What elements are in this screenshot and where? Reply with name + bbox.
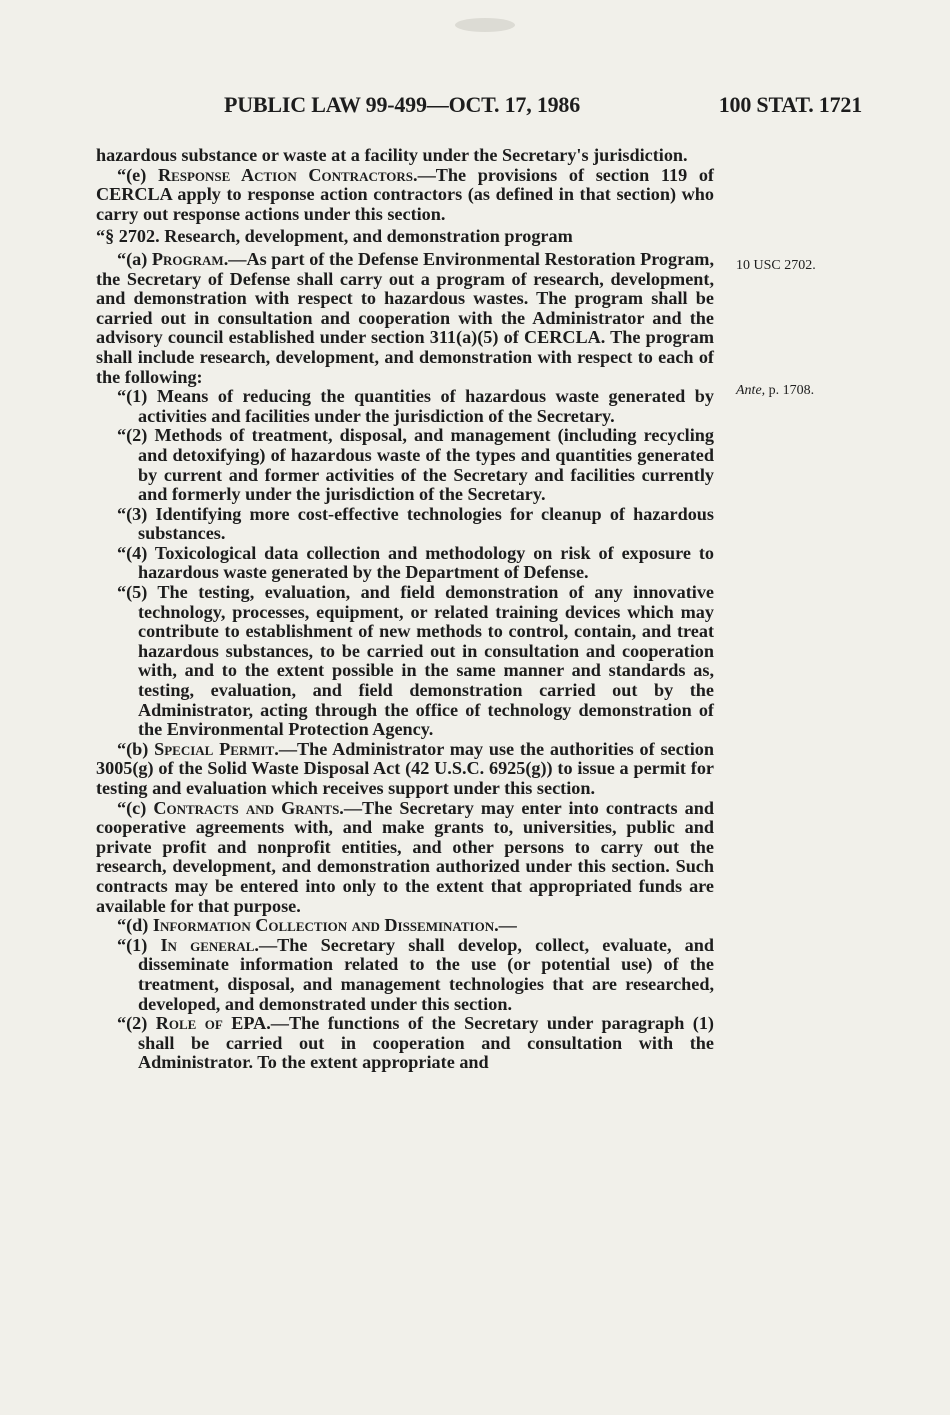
- subsection-a-open: “(a): [117, 248, 152, 269]
- subsection-e-open: “(e): [117, 164, 158, 185]
- subsection-b-open: “(b): [117, 738, 155, 759]
- list-item-3: “(3) Identifying more cost-effective technologies for cleanup of hazardous substances.: [117, 503, 714, 544]
- header-stat-page: 100 STAT. 1721: [718, 92, 862, 117]
- subsection-a-heading: Program: [151, 248, 224, 269]
- margin-note-ante: [736, 383, 814, 399]
- list-item-1: “(1) Means of reducing the quantities of hazardous waste generated by activities and facilities under the jurisdiction of the Secretary.: [117, 386, 714, 426]
- subsection-e-heading: Response Action Contractors: [157, 164, 414, 185]
- paragraph-d1: [96, 936, 714, 1014]
- subsection-d: [96, 916, 714, 936]
- margin-note-usc: 10 USC 2702.: [736, 258, 816, 273]
- subsection-c-open: “(c): [117, 797, 154, 818]
- subsection-b: [96, 740, 714, 799]
- paragraph-d1-text: .—The Secretary shall develop, collect, evaluate, and disseminate information related to the use (or potential use) of the treatment, disposal, and management technologies that are researched, developed, and demonstrated under this section.: [138, 934, 714, 1014]
- paragraph-d1-open: “(1): [117, 934, 161, 955]
- subsection-e-text: .—The provisions of section 119 of CERCLA apply to response action contractors (as defined in that section) who carry out response actions under this section.: [96, 164, 714, 224]
- subsection-c: [96, 799, 714, 917]
- body-text: [96, 146, 714, 1073]
- subsection-c-heading: Contracts and Grants: [153, 797, 340, 818]
- paragraph-d2-open: “(2): [117, 1013, 156, 1034]
- subsection-b-text: .—The Administrator may use the authorities of section 3005(g) of the Solid Waste Disposal Act (42 U.S.C. 6925(g)) to issue a permit for testing and evaluation which receives support under this section.: [96, 738, 715, 798]
- subsection-d-heading: Information Collection and Dissemination: [152, 915, 495, 936]
- section-heading: “§ 2702. Research, development, and demonstration program: [96, 226, 573, 247]
- paragraph-d2: [96, 1014, 714, 1073]
- list-item-2: “(2) Methods of treatment, disposal, and management (including recycling and detoxifying) of hazardous waste of the types and quantities generated by current and former activities of the Secretary and facilities currently and formerly under the jurisdiction of the Secretary.: [117, 425, 714, 505]
- margin-note-ante-page: p. 1708.: [765, 383, 815, 398]
- margin-note-ante-italic: Ante,: [736, 383, 766, 398]
- subsection-e: [96, 166, 714, 225]
- paragraph-d2-heading: Role of EPA: [155, 1013, 267, 1034]
- subsection-c-text: .—The Secretary may enter into contracts and cooperative agreements with, and make grants to, universities, public and private profit and nonprofit entities, and other persons to carry out the research, development, and demonstration authorized under this section. Such contracts may be entered into only to the extent that appropriated funds are available for that purpose.: [96, 797, 715, 916]
- paragraph-d2-text: .—The functions of the Secretary under paragraph (1) shall be carried out in cooperation and consultation with the Administrator. To the extent appropriate and: [138, 1013, 714, 1073]
- list-item-4: “(4) Toxicological data collection and methodology on risk of exposure to hazardous waste generated by the Department of Defense.: [117, 542, 714, 583]
- subsection-d-text: .—: [494, 915, 517, 936]
- list-item-5: “(5) The testing, evaluation, and field demonstration of any innovative technology, processes, equipment, or related training devices which may contribute to establishment of new methods to control, contain, and treat hazardous substances, to be carried out in consultation and cooperation with, and to the extent possible in the same manner and standards as, testing, evaluation, and field demonstration carried out by the Administrator, acting through the office of technology demonstration of the Environmental Protection Agency.: [117, 582, 714, 740]
- paragraph-d1-heading: In general: [160, 934, 255, 955]
- scan-smudge: [455, 18, 515, 32]
- subsection-a: [96, 250, 714, 387]
- subsection-a-text: .—As part of the Defense Environmental Restoration Program, the Secretary of Defense shall carry out a program of research, development, and demonstration with respect to hazardous wastes. The program shall be carried out in consultation and cooperation with the Administrator and the advisory council established under section 311(a)(5) of CERCLA. The program shall include research, development, and demonstration with respect to each of the following:: [96, 248, 714, 387]
- header-law-citation: PUBLIC LAW 99-499—OCT. 17, 1986: [224, 92, 581, 117]
- paragraph-continuation: hazardous substance or waste at a facility under the Secretary's jurisdiction.: [96, 145, 688, 165]
- subsection-b-heading: Special Permit: [154, 738, 275, 759]
- subsection-d-open: “(d): [117, 915, 153, 936]
